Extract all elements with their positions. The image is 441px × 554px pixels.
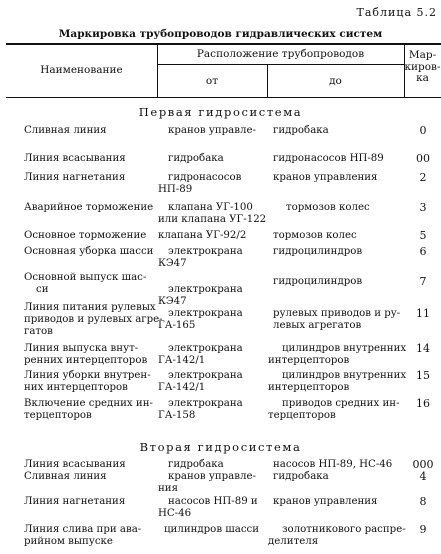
row-from: гидробака xyxy=(168,153,224,164)
row-from: электрокрана ГА-142/1 xyxy=(158,343,243,366)
row-from: гидробака xyxy=(168,459,224,470)
row-name: Линия нагнетания xyxy=(24,172,126,183)
header-bottom-rule xyxy=(6,97,441,98)
row-mark: 4 xyxy=(419,470,427,483)
row-mark: 9 xyxy=(419,523,427,536)
row-to: гидробака xyxy=(273,471,329,482)
section-title-first: Первая гидросистема xyxy=(138,105,303,119)
header-location: Расположение трубопроводов xyxy=(196,48,365,60)
row-from: КЭ47 электрокрана КЭ47 xyxy=(158,258,243,307)
row-mark: 0 xyxy=(419,124,427,137)
row-name: Линия всасывания xyxy=(24,459,126,470)
row-to: тормозов колес xyxy=(273,230,357,241)
row-mark: 00 xyxy=(416,152,430,165)
row-to: гидроцилиндров xyxy=(273,276,363,287)
row-mark: 5 xyxy=(419,229,427,242)
row-mark: 000 xyxy=(412,458,434,471)
row-from: электрокрана ГА-158 xyxy=(158,398,243,421)
row-name: Сливная линия xyxy=(24,125,107,136)
row-from: клапана УГ-92/2 xyxy=(158,230,247,241)
row-mark: 3 xyxy=(419,201,427,214)
row-mark: 7 xyxy=(419,275,427,288)
row-from: гидронасосов НП-89 xyxy=(158,172,242,195)
header-from: от xyxy=(205,75,219,87)
row-to: цилиндров внутренних интерцепторов xyxy=(268,343,407,366)
row-mark: 11 xyxy=(416,307,430,320)
row-name: Аварийное торможение xyxy=(24,202,154,213)
row-name: Линия питания рулевых приводов и рулевых агре- гатов xyxy=(24,302,163,337)
header-marking-line-1: Мар- xyxy=(408,49,437,61)
row-from: электрокрана ГА-165 xyxy=(158,308,243,331)
header-marking-line-3: ка xyxy=(416,72,429,84)
row-name: Линия уборки внутрен- них интерцепторов xyxy=(24,370,151,393)
row-name: Основное торможение xyxy=(24,230,147,241)
row-mark: 2 xyxy=(419,171,427,184)
row-to: кранов управления xyxy=(273,172,378,183)
row-from: насосов НП-89 и НС-46 xyxy=(158,496,258,519)
table-number: Таблица 5.2 xyxy=(356,6,437,19)
header-mid-rule xyxy=(157,64,404,65)
row-from: клапана УГ-100 или клапана УГ-122 xyxy=(158,202,267,225)
row-name: Основная уборка шасси xyxy=(24,246,154,257)
header-marking xyxy=(404,50,441,85)
row-mark: 15 xyxy=(416,369,430,382)
row-name: Линия выпуска внут- ренних интерцепторов xyxy=(24,343,148,366)
row-to: насосов НП-89, НС-46 xyxy=(273,459,393,470)
row-name: Сливная линия xyxy=(24,471,107,482)
row-from: электрокрана ГА-142/1 xyxy=(158,370,243,393)
row-to: гидроцилиндров xyxy=(273,246,363,257)
row-mark: 14 xyxy=(416,342,430,355)
row-from: кранов управле- xyxy=(168,125,256,136)
row-mark: 6 xyxy=(419,245,427,258)
row-to: гидронасосов НП-89 xyxy=(273,153,384,164)
row-name: Линия слива при ава- рийном выпуске xyxy=(24,524,142,547)
row-name: Линия нагнетания xyxy=(24,496,126,507)
row-mark: 8 xyxy=(419,495,427,508)
section-title-second: Вторая гидросистема xyxy=(139,440,302,454)
row-to: тормозов колес xyxy=(286,202,370,213)
row-to: гидробака xyxy=(273,125,329,136)
header-marking-line-2: киров- xyxy=(404,60,441,73)
row-name: Основной выпуск шас- си xyxy=(24,272,147,295)
table-title: Маркировка трубопроводов гидравлических систем xyxy=(58,28,383,40)
row-to: золотникового распре- делителя xyxy=(268,524,406,547)
header-top-rule xyxy=(6,43,441,45)
row-name: Включение средних ин- терцепторов xyxy=(24,398,153,421)
row-to: цилиндров внутренних интерцепторов xyxy=(268,370,407,393)
row-name: Линия всасывания xyxy=(24,153,126,164)
row-to: приводов средних ин- терцепторов xyxy=(268,398,400,421)
header-name: Наименование xyxy=(40,64,123,76)
row-mark: 16 xyxy=(416,397,430,410)
row-from: цилиндров шасси xyxy=(164,524,260,535)
row-from: кранов управле- ния xyxy=(158,471,256,494)
header-to: до xyxy=(329,75,342,87)
row-to: рулевых приводов и ру- левых агрегатов xyxy=(273,308,401,331)
row-to: кранов управления xyxy=(273,496,378,507)
row-from: электрокрана xyxy=(168,246,243,257)
